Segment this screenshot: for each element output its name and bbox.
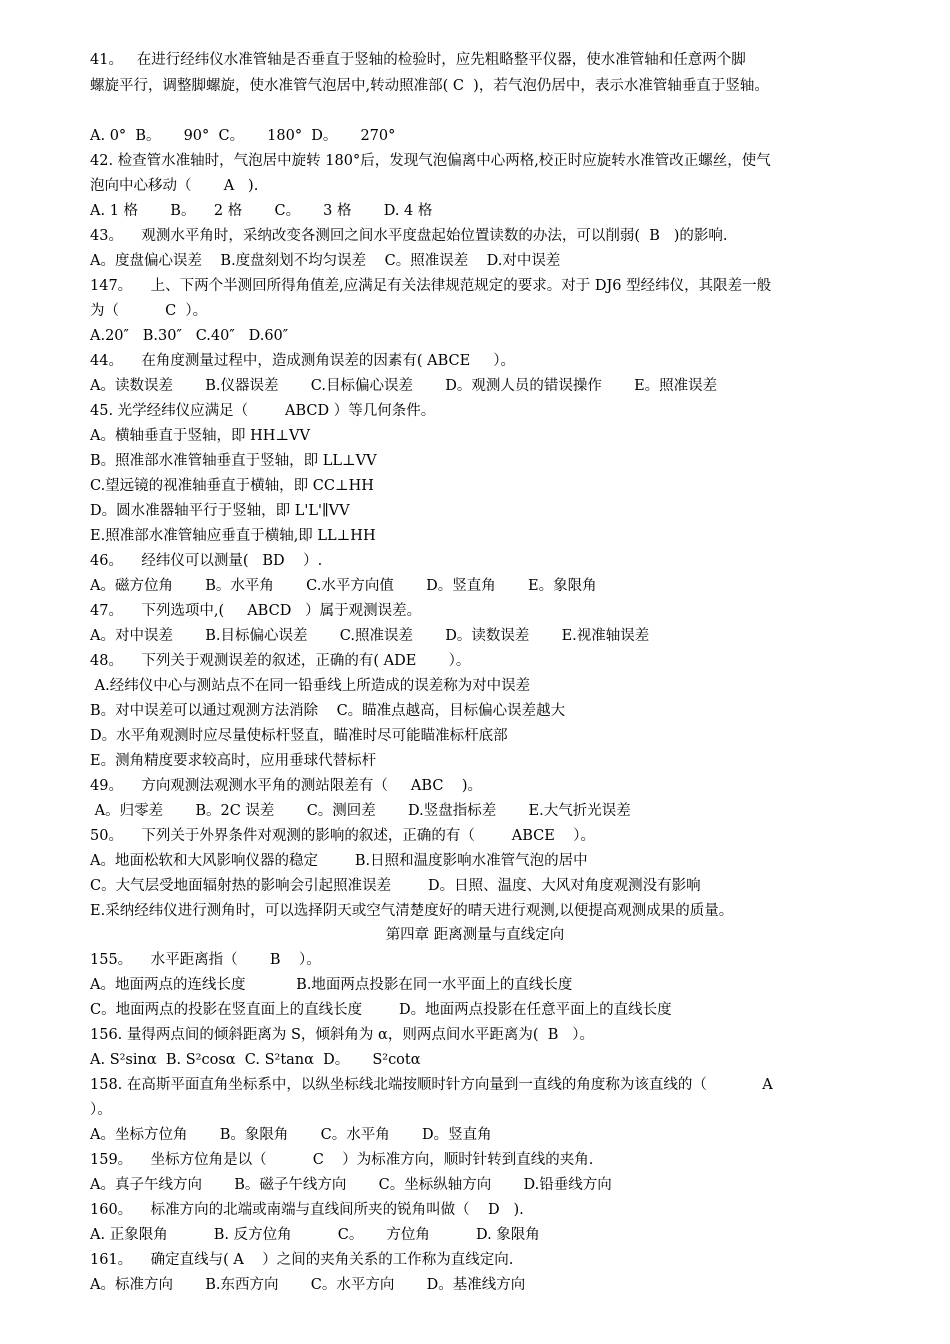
text-line: D。圆水准器轴平行于竖轴，即 L'L'∥VV (90, 503, 350, 519)
text-line: 48。 下列关于观测误差的叙述，正确的有( ADE ）。 (90, 653, 471, 669)
text-line: 45. 光学经纬仪应满足（ ABCD ）等几何条件。 (90, 403, 436, 419)
text-line: 161。 确定直线与( A ）之间的夹角关系的工作称为直线定向. (90, 1252, 514, 1268)
text-line: A。磁方位角 B。水平角 C.水平方向值 D。竖直角 E。象限角 (90, 578, 597, 594)
text-line: A。真子午线方向 B。磁子午线方向 C。坐标纵轴方向 D.铅垂线方向 (90, 1177, 612, 1193)
text-line: E。测角精度要求较高时，应用垂球代替标杆 (90, 753, 377, 769)
text-line: ）。 (90, 1102, 112, 1118)
text-line: E.采纳经纬仪进行测角时，可以选择阴天或空气清楚度好的晴天进行观测,以便提高观测成果的质量。 (90, 903, 734, 919)
text-line: A。坐标方位角 B。象限角 C。水平角 D。竖直角 (90, 1127, 492, 1143)
text-line: 50。 下列关于外界条件对观测的影响的叙述，正确的有（ ABCE ）。 (90, 828, 596, 844)
text-line: 46。 经纬仪可以测量( BD ）. (90, 553, 323, 569)
text-line: 47。 下列选项中,( ABCD ）属于观测误差。 (90, 603, 422, 619)
text-line: A。对中误差 B.目标偏心误差 C.照准误差 D。读数误差 E.视准轴误差 (90, 628, 650, 644)
text-line: 155。 水平距离指（ B ）。 (90, 952, 321, 968)
text-line: C.望远镜的视准轴垂直于横轴，即 CC⊥HH (90, 478, 374, 494)
text-line: 158. 在高斯平面直角坐标系中，以纵坐标线北端按顺时针方向量到一直线的角度称为该直线的（ A (90, 1077, 773, 1093)
text-line: A. 正象限角 B. 反方位角 C。 方位角 D. 象限角 (90, 1227, 540, 1243)
text-line: 为（ C ）。 (90, 303, 208, 319)
text-line: A. 0° B。 90° C。 180° D。 270° (90, 128, 396, 144)
text-line: 147。 上、下两个半测回所得角值差,应满足有关法律规范规定的要求。对于 DJ6 型经纬仪，其限差一般 (90, 278, 772, 294)
text-line: A。地面松软和大风影响仪器的稳定 B.日照和温度影响水准管气泡的居中 (90, 853, 588, 869)
text-line: D。水平角观测时应尽量使标杆竖直，瞄准时尽可能瞄准标杆底部 (90, 728, 508, 744)
text-line: 43。 观测水平角时，采纳改变各测回之间水平度盘起始位置读数的办法，可以削弱( B )的影响. (90, 228, 728, 244)
text-line: 泡向中心移动（ A ). (90, 178, 259, 194)
text-line: 160。 标准方向的北端或南端与直线间所夹的锐角叫做（ D ). (90, 1202, 524, 1218)
text-line: A. S²sinα B. S²cosα C. S²tanα D。 S²cotα (90, 1052, 421, 1068)
text-line: 44。 在角度测量过程中，造成测角误差的因素有( ABCE ）。 (90, 353, 516, 369)
text-line: A。横轴垂直于竖轴，即 HH⊥VV (90, 428, 310, 444)
text-line: C。地面两点的投影在竖直面上的直线长度 D。地面两点投影在任意平面上的直线长度 (90, 1002, 672, 1018)
text-line: C。大气层受地面辐射热的影响会引起照准误差 D。日照、温度、大风对角度观测没有影响 (90, 878, 701, 894)
text-line: A.20″ B.30″ C.40″ D.60″ (90, 328, 289, 344)
text-line: 螺旋平行，调整脚螺旋，使水准管气泡居中,转动照准部( C )，若气泡仍居中，表示水准管轴垂直于竖轴。 (90, 78, 769, 94)
text-line: A. 1 格 B。 2 格 C。 3 格 D. 4 格 (90, 203, 433, 219)
text-line: 41。 在进行经纬仪水准管轴是否垂直于竖轴的检验时，应先粗略整平仪器，使水准管轴和任意两个脚 (90, 52, 746, 68)
text-line: B。对中误差可以通过观测方法消除 C。瞄准点越高，目标偏心误差越大 (90, 703, 566, 719)
text-line: A。读数误差 B.仪器误差 C.目标偏心误差 D。观测人员的错误操作 E。照准误差 (90, 378, 718, 394)
text-line: A。归零差 B。2C 误差 C。测回差 D.竖盘指标差 E.大气折光误差 (90, 803, 631, 819)
text-line: 159。 坐标方位角是以（ C ）为标准方向，顺时针转到直线的夹角. (90, 1152, 594, 1168)
chapter-title: 第四章 距离测量与直线定向 (385, 927, 565, 943)
text-line: B。照准部水准管轴垂直于竖轴，即 LL⊥VV (90, 453, 377, 469)
text-line: A。度盘偏心误差 B.度盘刻划不均匀误差 C。照准误差 D.对中误差 (90, 253, 561, 269)
text-line: 42. 检查管水准轴时，气泡居中旋转 180°后，发现气泡偏离中心两格,校正时应旋转水准管改正螺丝，使气 (90, 153, 771, 169)
text-line: A。标准方向 B.东西方向 C。水平方向 D。基准线方向 (90, 1277, 526, 1293)
text-line: 49。 方向观测法观测水平角的测站限差有（ ABC )。 (90, 778, 483, 794)
text-line: 156. 量得两点间的倾斜距离为 S，倾斜角为 α，则两点间水平距离为( B ）。 (90, 1027, 594, 1043)
text-line: A。地面两点的连线长度 B.地面两点投影在同一水平面上的直线长度 (90, 977, 573, 993)
text-line: A.经纬仪中心与测站点不在同一铅垂线上所造成的误差称为对中误差 (90, 678, 531, 694)
text-line: E.照准部水准管轴应垂直于横轴,即 LL⊥HH (90, 528, 376, 544)
